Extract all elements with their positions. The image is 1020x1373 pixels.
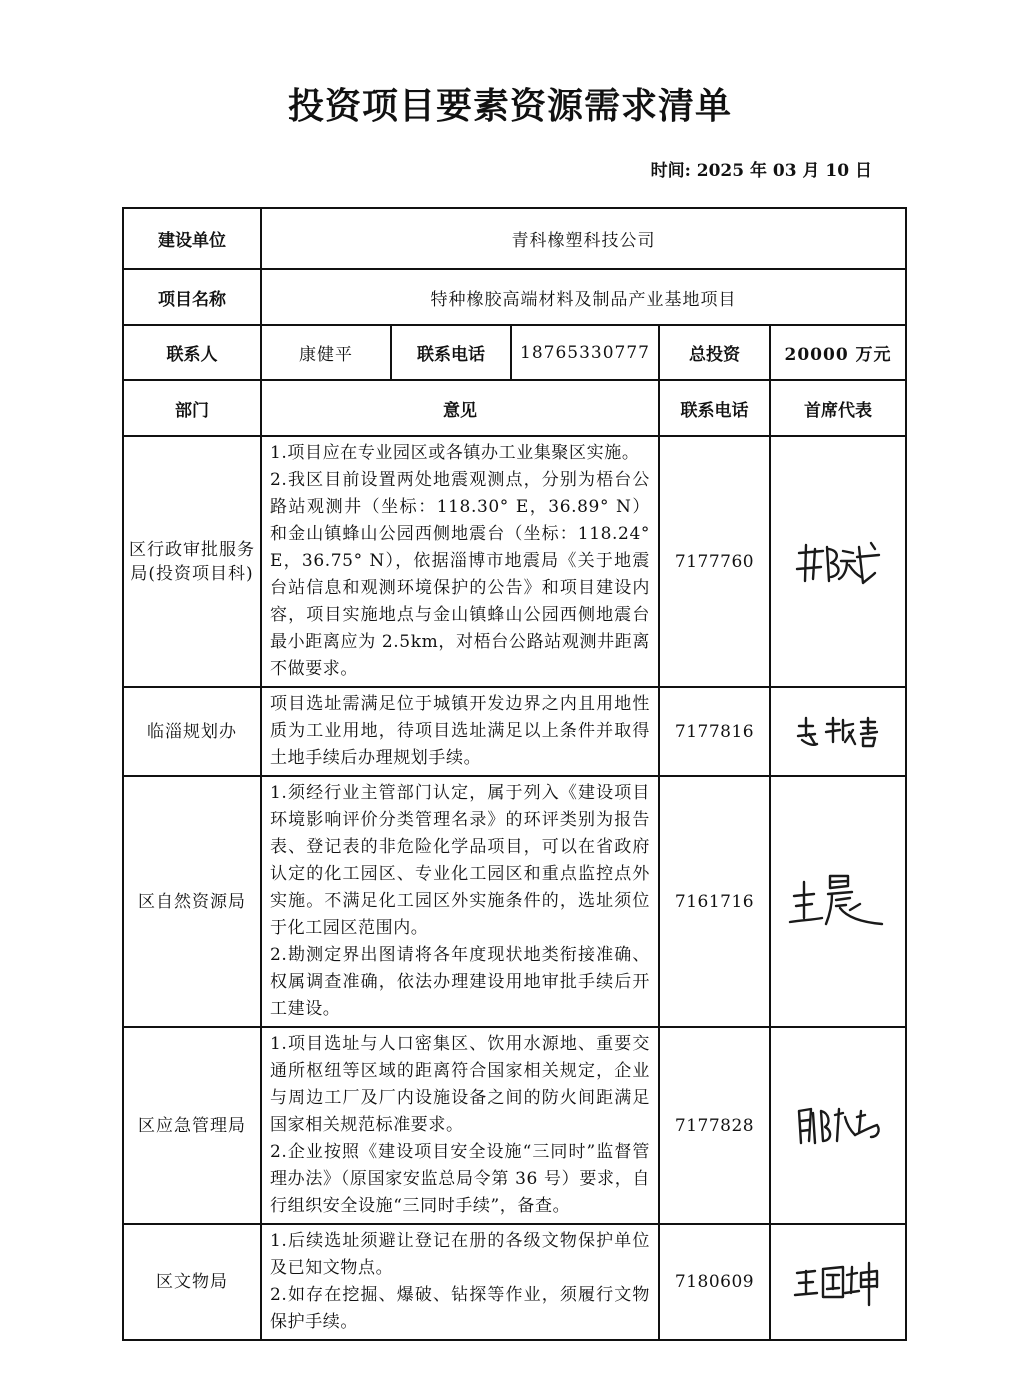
dept-phone: 7177760 bbox=[659, 436, 770, 687]
col-phone: 联系电话 bbox=[659, 380, 770, 436]
opinion-text: 1.项目选址与人口密集区、饮用水源地、重要交通所枢纽等区域的距离符合国家相关规定，企业与周边工厂及厂内设施设备之间的防火间距满足国家相关规范标准要求。 2.企业按照《建设项目安全设施“三同时”监督管理办法》（原国家安监总局令第 36 号）要求，自行组织安全设施“三同时手续”，备查。 bbox=[261, 1027, 659, 1224]
contact-row bbox=[123, 325, 906, 380]
table-row bbox=[123, 1027, 906, 1224]
project-label: 项目名称 bbox=[123, 269, 261, 325]
col-rep: 首席代表 bbox=[770, 380, 906, 436]
project-row bbox=[123, 269, 906, 325]
contact-label: 联系人 bbox=[123, 325, 261, 380]
signature bbox=[770, 776, 906, 1027]
signature bbox=[770, 1224, 906, 1340]
signature-image bbox=[793, 1257, 883, 1307]
signature bbox=[770, 1027, 906, 1224]
dept-phone: 7177816 bbox=[659, 687, 770, 776]
col-dept: 部门 bbox=[123, 380, 261, 436]
dept-name: 区文物局 bbox=[123, 1224, 261, 1340]
phone-value: 18765330777 bbox=[511, 325, 659, 380]
opinion-text: 1.须经行业主管部门认定，属于列入《建设项目环境影响评价分类管理名录》的环评类别为报告表、登记表的非危险化学品项目，可以在省政府认定的化工园区、专业化工园区和重点监控点外实施。不满足化工园区外实施条件的，选址须位于化工园区范围内。 2.勘测定界出图请将各年度现状地类衔接准确、权属调查准确，依法办理建设用地审批手续后开工建设。 bbox=[261, 776, 659, 1027]
dept-name: 区应急管理局 bbox=[123, 1027, 261, 1224]
opinion-text: 1.项目应在专业园区或各镇办工业集聚区实施。 2.我区目前设置两处地震观测点，分别为梧台公路站观测井（坐标：118.30° E，36.89° N）和金山镇蜂山公园西侧地震台（坐标：118.24° E，36.75° N），依据淄博市地震局《关于地震台站信息和观测环境保护的公告》和项目建设内容，项目实施地点与金山镇蜂山公园西侧地震台最小距离应为 2.5km，对梧台公路站观测井距离不做要求。 bbox=[261, 436, 659, 687]
unit-value: 青科橡塑科技公司 bbox=[261, 208, 906, 269]
opinion-text: 1.后续选址须避让登记在册的各级文物保护单位及已知文物点。 2.如存在挖掘、爆破、钻探等作业，须履行文物保护手续。 bbox=[261, 1224, 659, 1340]
investment-label: 总投资 bbox=[659, 325, 770, 380]
signature-image bbox=[793, 537, 883, 587]
unit-label: 建设单位 bbox=[123, 208, 261, 269]
project-value: 特种橡胶高端材料及制品产业基地项目 bbox=[261, 269, 906, 325]
signature-image bbox=[793, 1101, 883, 1151]
table-row bbox=[123, 687, 906, 776]
document-title: 投资项目要素资源需求清单 bbox=[287, 86, 732, 127]
dept-name: 区自然资源局 bbox=[123, 776, 261, 1027]
phone-label: 联系电话 bbox=[391, 325, 511, 380]
signature bbox=[770, 436, 906, 687]
table-row bbox=[123, 776, 906, 1027]
requirements-table bbox=[122, 207, 907, 1341]
opinion-text: 项目选址需满足位于城镇开发边界之内且用地性质为工业用地，待项目选址满足以上条件并取得土地手续后办理规划手续。 bbox=[261, 687, 659, 776]
document-date: 时间: 2025 年 03 月 10 日 bbox=[650, 161, 872, 181]
dept-phone: 7180609 bbox=[659, 1224, 770, 1340]
signature-image bbox=[793, 714, 883, 750]
dept-phone: 7177828 bbox=[659, 1027, 770, 1224]
dept-name: 临淄规划办 bbox=[123, 687, 261, 776]
table-row bbox=[123, 436, 906, 687]
signature bbox=[770, 687, 906, 776]
unit-row bbox=[123, 208, 906, 269]
dept-name: 区行政审批服务局(投资项目科) bbox=[123, 436, 261, 687]
table-row bbox=[123, 1224, 906, 1340]
signature-image bbox=[788, 872, 888, 932]
dept-phone: 7161716 bbox=[659, 776, 770, 1027]
contact-value: 康健平 bbox=[261, 325, 391, 380]
column-header-row bbox=[123, 380, 906, 436]
investment-value: 20000 万元 bbox=[770, 325, 906, 380]
col-opinion: 意见 bbox=[261, 380, 659, 436]
